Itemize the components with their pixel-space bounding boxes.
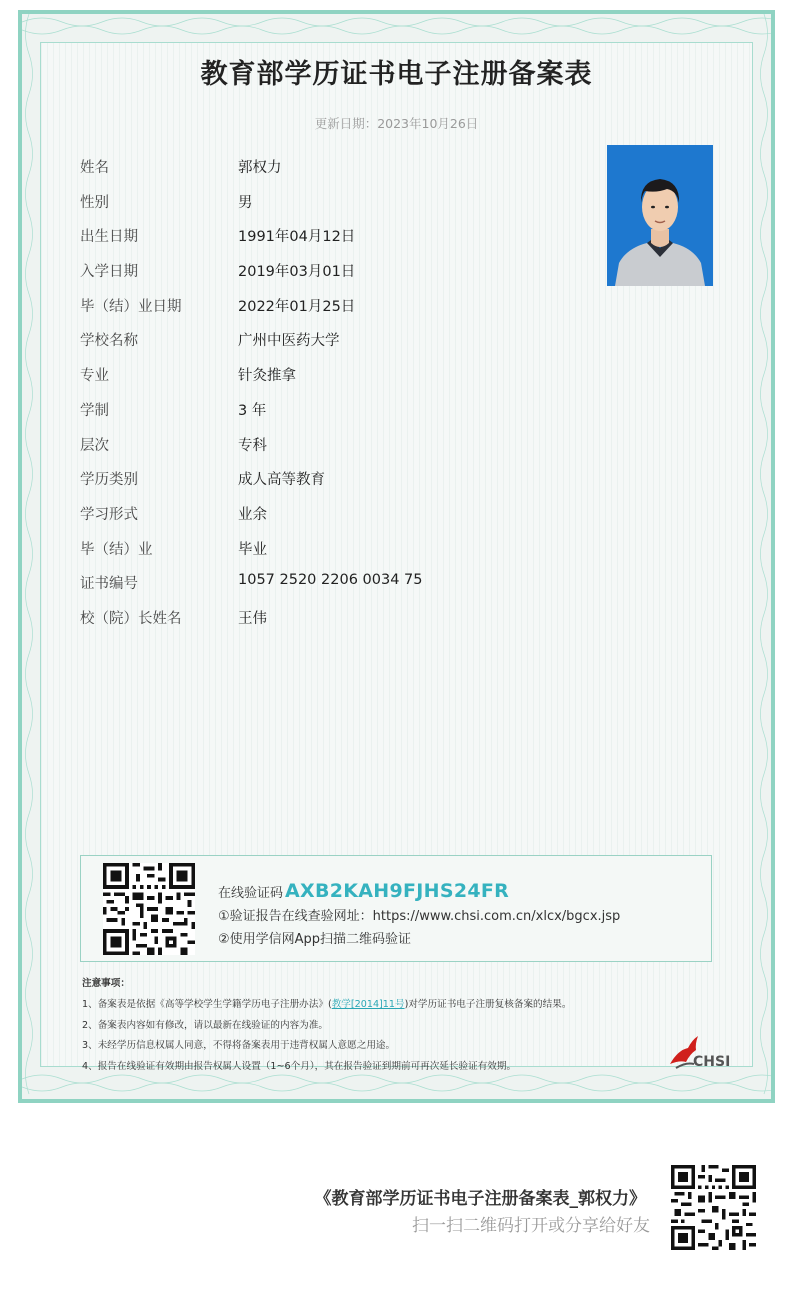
verification-box [80,855,712,962]
field-value: 毕业 [238,541,267,558]
field-label: 入学日期 [80,264,138,281]
share-title: 《教育部学历证书电子注册备案表_郭权力》 [314,1189,646,1209]
field-label: 姓名 [80,160,109,176]
field-label: 层次 [80,437,109,454]
regulation-link[interactable]: 教学[2014]11号 [331,999,405,1010]
field-value: 2019年03月01日 [238,264,356,281]
notes-title: 注意事项： [82,978,130,989]
field-label: 校（院）长姓名 [80,610,182,627]
field-value: 针灸推拿 [238,368,296,385]
field-row [80,434,520,469]
field-value: 广州中医药大学 [238,333,340,350]
share-qr-code[interactable] [671,1165,756,1250]
note-item: 3、未经学历信息权属人同意，不得将备案表用于违背权属人意愿之用途。 [82,1040,396,1051]
field-row [80,364,520,399]
field-row [80,607,520,642]
field-label: 出生日期 [80,229,138,246]
field-value: 专科 [238,437,267,454]
note-item: 4、报告在线验证有效期由报告权属人设置（1~6个月），其在报告验证到期前可再次延长验证有效期。 [82,1060,517,1072]
field-row [80,260,520,295]
info-fields [80,156,520,642]
field-label: 毕（结）业日期 [80,298,182,315]
field-row [80,156,520,191]
share-subtitle: 扫一扫二维码打开或分享给好友 [412,1216,650,1236]
field-value: 3 年 [238,402,267,419]
field-row [80,538,520,573]
field-value: 成人高等教育 [238,472,325,489]
field-value: 王伟 [238,610,267,627]
notes-section [82,975,722,1078]
update-date: 更新日期：2023年10月26日 [314,116,479,131]
chsi-logo-text: CHSI [693,1054,731,1070]
field-row [80,503,520,538]
field-value: 男 [238,194,253,211]
field-label: 毕（结）业 [80,541,153,558]
field-label: 学校名称 [80,333,138,350]
note-item: 2、备案表内容如有修改，请以最新在线验证的内容为准。 [82,1019,328,1031]
verify-code-line [218,880,509,902]
field-value: 1057 2520 2206 0034 75 [238,572,423,589]
field-label: 学习形式 [80,506,138,523]
field-label: 性别 [80,194,109,211]
field-label: 专业 [80,368,109,385]
field-row [80,468,520,503]
verify-url-line[interactable]: ①验证报告在线查验网址：https://www.chsi.com.cn/xlcx/bgcx.jsp [218,909,621,924]
field-label: 证书编号 [80,576,138,593]
verify-app-line: ②使用学信网App扫描二维码验证 [218,932,412,947]
field-row [80,399,520,434]
field-row [80,295,520,330]
note-text: 1、备案表是依据《高等学校学生学籍学历电子注册办法》( [82,999,332,1010]
field-label: 学历类别 [80,472,138,489]
field-value: 1991年04月12日 [238,229,356,246]
verify-code-label: 在线验证码 [218,886,284,901]
field-label: 学制 [80,402,109,419]
field-row [80,572,520,607]
field-value: 2022年01月25日 [238,298,356,315]
field-row [80,225,520,260]
note-text: )对学历证书电子注册复核备案的结果。 [404,999,572,1010]
field-row [80,329,520,364]
field-value: 业余 [238,506,267,523]
note-item [82,996,722,1017]
student-photo [607,145,713,286]
field-value: 郭权力 [238,160,282,176]
qr-code[interactable] [103,863,195,955]
page-title: 教育部学历证书电子注册备案表 [200,59,593,90]
field-row [80,191,520,226]
verify-code[interactable]: AXB2KAH9FJHS24FR [285,880,510,902]
